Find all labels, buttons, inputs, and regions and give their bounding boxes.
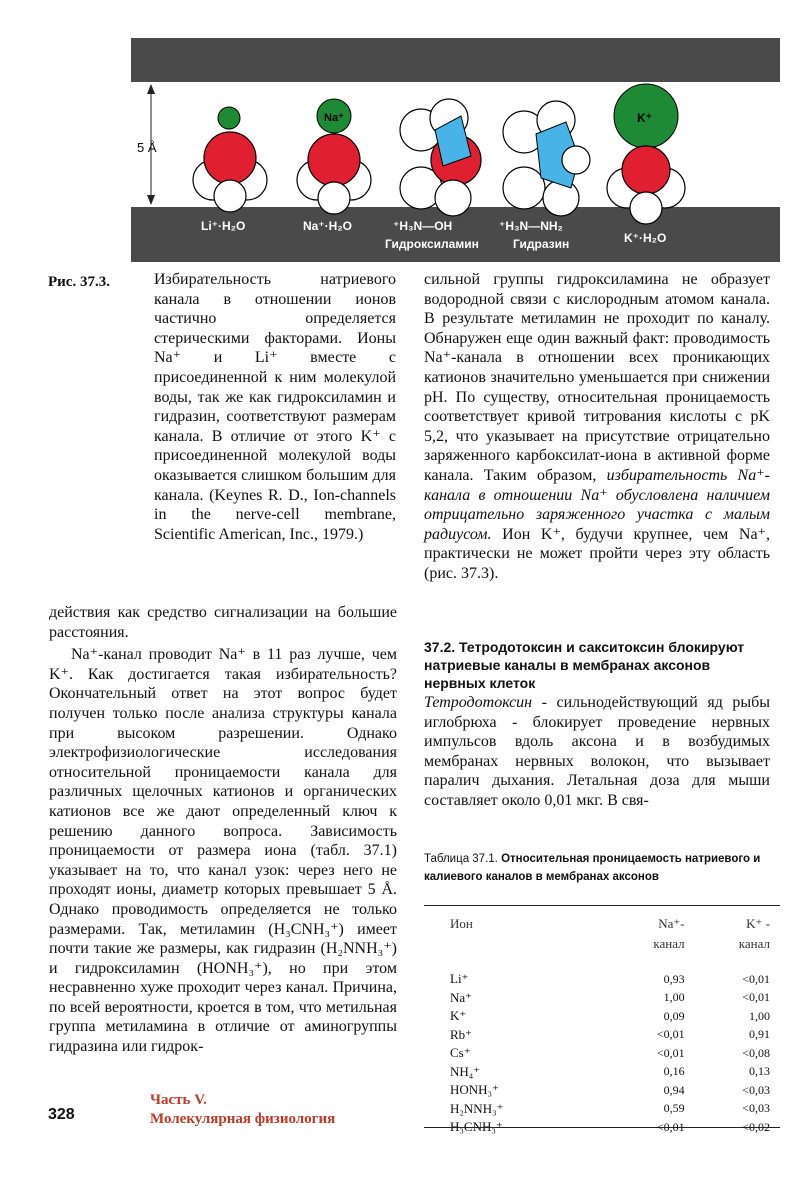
section-heading: 37.2. Тетродотоксин и сакситоксин блокируют натриевые каналы в мембранах аксонов нервных клеток (424, 639, 745, 691)
label-hydroxylamine: Гидроксиламин (385, 237, 479, 251)
italic-emphasis: избирательность Na⁺-канала в отношении Na⁺ обусловлена наличием отрицательно заряженного участка с малым радиусом. (424, 466, 770, 543)
table-row: H₃CNH₃⁺ <0,01 <0,02 (450, 1119, 770, 1135)
table-bottom-rule (424, 1127, 780, 1128)
right-column-text (424, 270, 770, 584)
table-row: NH₄⁺ 0,16 0,13 (450, 1063, 770, 1079)
header-k-channel: K⁺ - канал (738, 916, 770, 951)
page-number: 328 (48, 1106, 75, 1123)
figure-channel-selectivity (131, 38, 780, 262)
table-row: HONH₃⁺ 0,94 <0,03 (450, 1082, 770, 1098)
label-hydrazine: Гидразин (513, 237, 570, 251)
paragraph: действия как средство сигнализации на большие расстояния. (49, 604, 397, 641)
left-column-text (49, 603, 397, 1057)
table-row: Rb⁺ <0,01 0,91 (450, 1026, 770, 1042)
paragraph: - сильнодействующий яд рыбы иглобрюха - блокирует проведение нервных импульсов вдоль аксона и в возбудимых мембранах нервных волокон, что вызывает паралич дыхания. Летальная доза для мыши составляет около 0,01 мкг. В свя- (424, 694, 770, 809)
permeability-table (424, 905, 780, 1139)
part-label: Часть V. Молекулярная физиология (150, 1092, 336, 1127)
label-hydrazine-formula: ⁺H₃N—NH₂ (499, 219, 563, 233)
label-hydroxylamine-formula: ⁺H₃N—OH (393, 219, 453, 233)
label-k-h2o: K⁺·H₂O (624, 231, 667, 245)
label-na-h2o: Na⁺·H₂O (303, 219, 353, 233)
table-row: Na⁺ 1,00 <0,01 (450, 989, 770, 1005)
section-text (424, 693, 770, 811)
paragraph-end: Ион K⁺, будучи крупнее, чем Na⁺, практически не может пройти через эту область (рис. 37.3). (424, 525, 770, 582)
table-label: Таблица 37.1. (424, 853, 498, 865)
svg-text:K⁺: K⁺ (637, 111, 652, 125)
table-header-row (424, 906, 780, 961)
table-row: H₂NNH₃⁺ 0,59 <0,03 (450, 1100, 770, 1116)
table-row: K⁺ 0,09 1,00 (450, 1008, 770, 1024)
label-li-h2o: Li⁺·H₂O (201, 219, 246, 233)
header-na-channel: Na⁺- канал (653, 916, 685, 951)
term: Тетродотоксин (424, 694, 533, 711)
table-row: Cs⁺ <0,01 <0,08 (450, 1045, 770, 1061)
channel-wall-top (131, 38, 780, 82)
paragraph: Na⁺-канал проводит Na⁺ в 11 раз лучше, чем K⁺. Как достигается такая избирательность? Окончательный ответ на этот вопрос будет получен только после анализа структуры канала при высоком разрешении. Однако электрофизиологические исследования относительной проницаемости канала для различных щелочных катионов и органических катионов все же дают определенный ключ к решению данного вопроса. Зависимость проницаемости от размера иона (табл. 37.1) указывает на то, что канал узок: через него не проходят ионы, диаметр которых превышает 5 Å. Однако проводимость определяется не только размерами. Так, метиламин (H₃CNH₃⁺) имеет почти такие же размеры, как гидразин (H₂NNH₃⁺) и гидроксиламин (HONH₃⁺), но при этом несравненно хуже проходит через канал. Причина, по всей вероятности, кроется в том, что метильная группа метиламина в отличие от аминогруппы гидразина или гидрок- (49, 646, 397, 1056)
dimension-label: 5 Å (137, 140, 157, 155)
table-title (424, 850, 784, 886)
header-ion: Ион (450, 916, 473, 931)
table-caption: Относительная проницаемость натриевого и калиевого каналов в мембранах аксонов (424, 853, 761, 883)
table-row: Li⁺ 0,93 <0,01 (450, 971, 770, 987)
svg-text:Na⁺: Na⁺ (324, 112, 344, 124)
figure-caption-text: Избирательность натриевого канала в отношении ионов частично определяется стерическими факторами. Ионы Na⁺ и Li⁺ вместе с присоединенной к ним молекулой воды, так же как гидроксиламин и гидразин, соответствуют размерам канала. В отличие от этого K⁺ с присоединенной молекулой воды оказывается слишком большим для канала. (Keynes R. D., Ion-channels in the nerve-cell membrane, Scientific American, Inc., 1979.) (154, 271, 396, 543)
figure-caption-label: Рис. 37.3. (48, 274, 110, 290)
paragraph: сильной группы гидроксиламина не образует водородной связи с кислородным атомом канала. В результате метиламин не проходит по каналу. Обнаружен еще один важный факт: проводимость Na⁺-канала в отношении всех проникающих катионов значительно уменьшается при снижении pH. По существу, относительная проницаемость соответствует кривой титрования кислоты с pK 5,2, что указывает на присутствие отрицательно заряженного карбоксилат-иона в активной форме канала. Таким образом, (424, 271, 770, 484)
